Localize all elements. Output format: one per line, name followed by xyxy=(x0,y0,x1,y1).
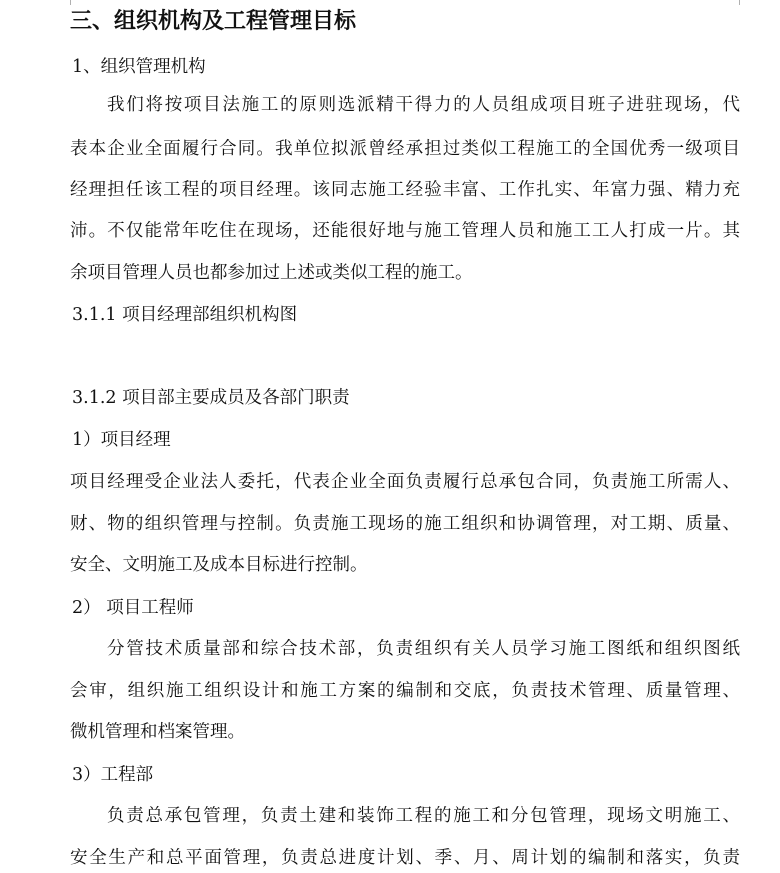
item-title-project-manager: 1）项目经理 xyxy=(72,430,171,450)
paragraph-line: 表本企业全面履行合同。我单位拟派曾经承担过类似工程施工的全国优秀一级项目 xyxy=(70,139,740,159)
item-title-engineering-dept: 3）工程部 xyxy=(72,765,154,785)
paragraph-line: 财、物的组织管理与控制。负责施工现场的施工组织和协调管理，对工期、质量、 xyxy=(70,514,740,534)
subsection-heading: 1、组织管理机构 xyxy=(72,57,206,77)
paragraph-line: 会审，组织施工组织设计和施工方案的编制和交底，负责技术管理、质量管理、 xyxy=(70,681,740,701)
heading-3-1-2: 3.1.2 项目部主要成员及各部门职责 xyxy=(72,388,350,408)
paragraph-line: 安全、文明施工及成本目标进行控制。 xyxy=(70,555,368,575)
paragraph-line: 负责总承包管理，负责土建和装饰工程的施工和分包管理，现场文明施工、 xyxy=(107,806,740,826)
paragraph-line: 微机管理和档案管理。 xyxy=(70,722,245,742)
page-corner-mark-left xyxy=(70,0,71,5)
item-title-project-engineer: 2） 项目工程师 xyxy=(72,598,194,618)
paragraph-line: 我们将按项目法施工的原则选派精干得力的人员组成项目班子进驻现场，代 xyxy=(107,95,740,115)
paragraph-line: 余项目管理人员也都参加过上述或类似工程的施工。 xyxy=(70,263,473,283)
paragraph-line: 项目经理受企业法人委托，代表企业全面负责履行总承包合同，负责施工所需人、 xyxy=(70,472,740,492)
paragraph-line: 安全生产和总平面管理，负责总进度计划、季、月、周计划的编制和落实，负责 xyxy=(70,848,740,868)
paragraph-line: 分管技术质量部和综合技术部，负责组织有关人员学习施工图纸和组织图纸 xyxy=(107,639,740,659)
paragraph-line: 沛。不仅能常年吃住在现场，还能很好地与施工管理人员和施工工人打成一片。其 xyxy=(70,221,740,241)
section-title: 三、组织机构及工程管理目标 xyxy=(70,8,357,34)
page-corner-mark-right xyxy=(739,0,740,5)
paragraph-line: 经理担任该工程的项目经理。该同志施工经验丰富、工作扎实、年富力强、精力充 xyxy=(70,180,740,200)
heading-3-1-1: 3.1.1 项目经理部组织机构图 xyxy=(72,305,298,325)
